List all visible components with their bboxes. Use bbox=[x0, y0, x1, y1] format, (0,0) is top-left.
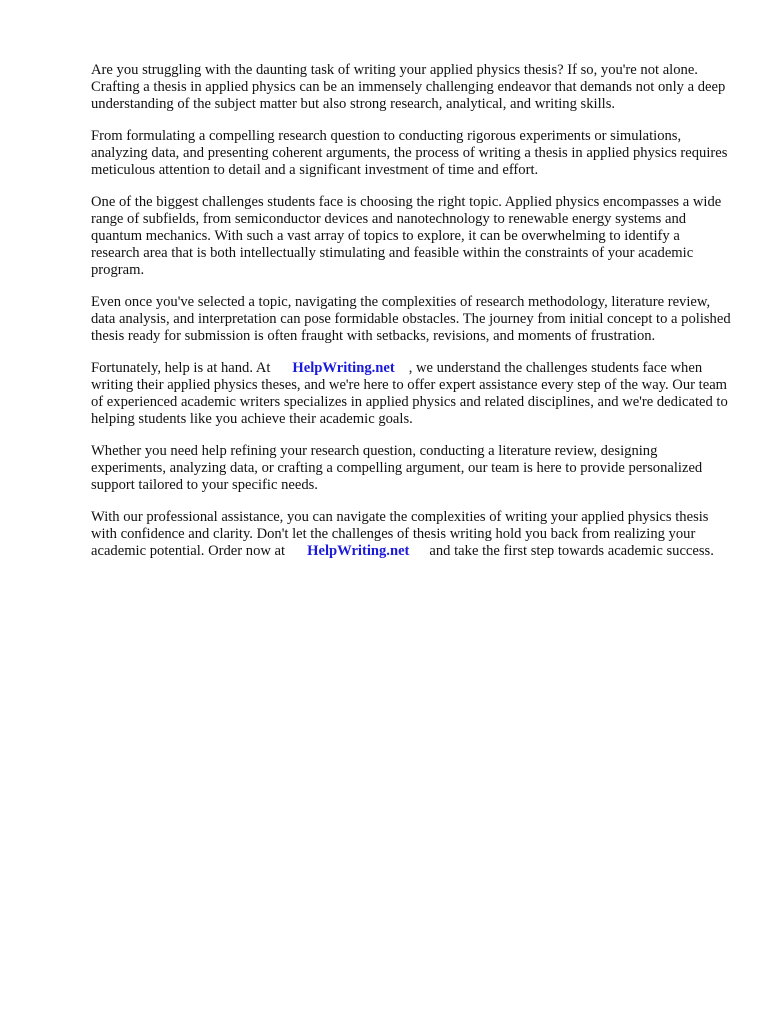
paragraph-closing bbox=[91, 509, 731, 560]
helpwriting-link-2[interactable]: HelpWriting.net bbox=[307, 543, 410, 559]
helpwriting-link[interactable]: HelpWriting.net bbox=[292, 360, 395, 376]
paragraph-help bbox=[91, 360, 731, 428]
paragraph-closing-text-before: With our professional assistance, you can navigate the complexities of writing your applied physics thesis with confidence and clarity. Don't let the challenges of thesis writing hold you back from realizing your academic potential. Order now at bbox=[91, 509, 709, 559]
paragraph-intro: Are you struggling with the daunting task of writing your applied physics thesis? If so, you're not alone. Crafting a thesis in applied physics can be an immensely challenging endeavor that demands not only a deep understanding of the subject matter but also strong research, analytical, and writing skills. bbox=[91, 62, 726, 112]
paragraph-help-text-before: Fortunately, help is at hand. At bbox=[91, 360, 271, 376]
paragraph-help-text-after: , we understand the challenges students face when writing their applied physics theses, and we're here to offer expert assistance every step of the way. Our team of experienced academic writers specializes in applied physics and related disciplines, and we're dedicated to helping students like you achieve their academic goals. bbox=[91, 360, 728, 427]
paragraph-topic: One of the biggest challenges students face is choosing the right topic. Applied physics encompasses a wide range of subfields, from semiconductor devices and nanotechnology to renewable energy systems and quantum mechanics. With such a vast array of topics to explore, it can be overwhelming to identify a research area that is both intellectually stimulating and feasible within the constraints of your academic program. bbox=[91, 194, 722, 278]
document-body bbox=[91, 62, 731, 575]
paragraph-closing-text-after: and take the first step towards academic success. bbox=[429, 543, 714, 559]
paragraph-support: Whether you need help refining your research question, conducting a literature review, designing experiments, analyzing data, or crafting a compelling argument, our team is here to provide personalized support tailored to your specific needs. bbox=[91, 443, 703, 493]
paragraph-process: From formulating a compelling research question to conducting rigorous experiments or simulations, analyzing data, and presenting coherent arguments, the process of writing a thesis in applied physics requires meticulous attention to detail and a significant investment of time and effort. bbox=[91, 128, 728, 178]
paragraph-obstacles: Even once you've selected a topic, navigating the complexities of research methodology, literature review, data analysis, and interpretation can pose formidable obstacles. The journey from initial concept to a polished thesis ready for submission is often fraught with setbacks, revisions, and moments of frustration. bbox=[91, 294, 731, 344]
